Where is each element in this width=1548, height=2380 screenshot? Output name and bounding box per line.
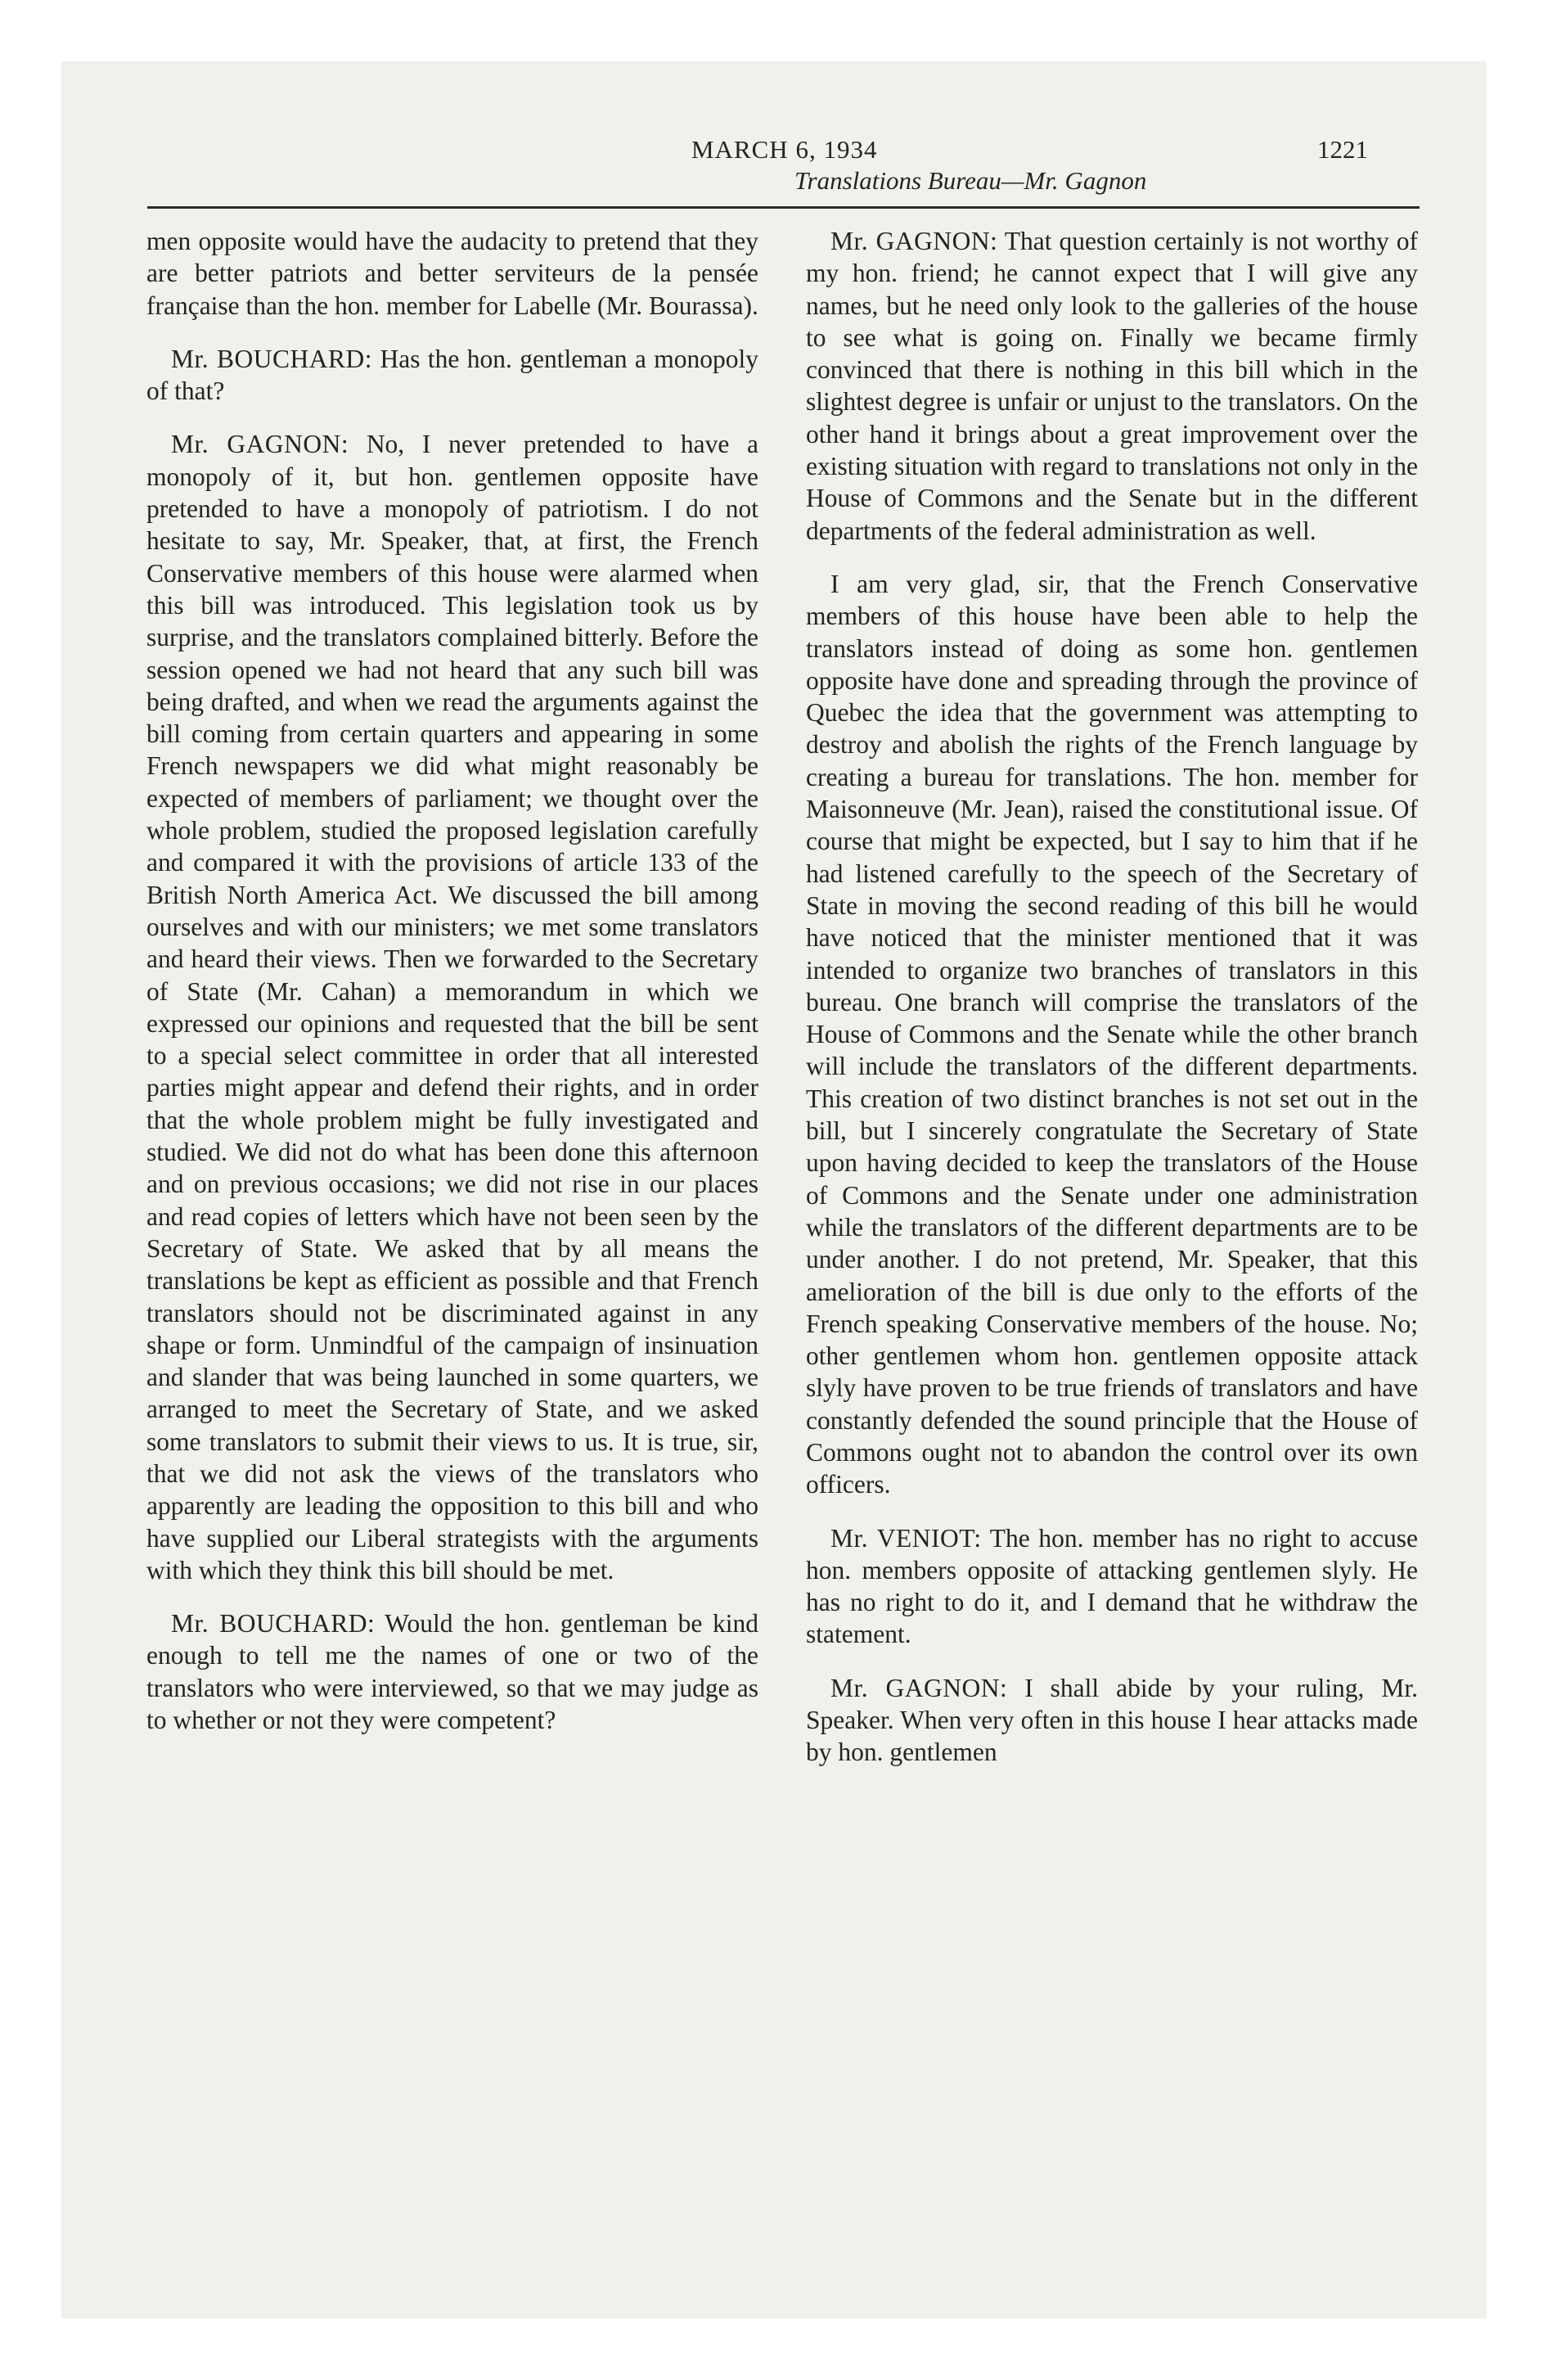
paragraph-veniot-objection	[806, 1522, 1418, 1651]
header-subtitle: Translations Bureau—Mr. Gagnon	[794, 166, 1147, 195]
speaker-name: Mr. GAGNON:	[830, 227, 998, 255]
paragraph-bouchard-request	[146, 1607, 758, 1736]
page	[61, 61, 1487, 2319]
speaker-name: Mr. VENIOT:	[830, 1523, 982, 1553]
paragraph-text: Would the hon. gentleman be kind enough to tell me the names of one or two of the translators who were interviewed, so that we may judge as to whether or not they were competent?	[146, 1609, 758, 1735]
left-column	[146, 225, 758, 2230]
paragraph-text: Has the hon. gentleman a monopoly of that?	[146, 344, 758, 406]
paragraph-gagnon-ruling	[806, 1672, 1418, 1769]
paragraph-text: No, I never pretended to have a monopoly of it, but hon. gentlemen opposite have pretended to have a monopoly of patriotism. I do not hesitate to say, Mr. Speaker, that, at first, the French Conservative members of this house were alarmed when this bill was introduced. This legislation took us by surprise, and the translators complained bitterly. Before the session opened we had not heard that any such bill was being drafted, and when we read the arguments against the bill coming from certain quarters and appearing in some French newspapers we did what might reasonably be expected of members of parliament; we thought over the whole problem, studied the proposed legislation carefully and compared it with the provisions of article 133 of the British North America Act. We discussed the bill among ourselves and with our ministers; we met some translators and heard their views. Then we forwarded to the Secretary of State (Mr. Cahan) a memorandum in which we expressed our opinions and requested that the bill be sent to a special select committee in order that all interested parties might appear and defend their rights, and in order that the whole problem might be fully investigated and studied. We did not do what has been done this afternoon and on previous occasions; we did not rise in our places and read copies of letters which have not been seen by the Secretary of State. We asked that by all means the translations be kept as efficient as possible and that French translators should not be discriminated against in any shape or form. Unmindful of the campaign of insinuation and slander that was being launched in some quarters, we arranged to meet the Secretary of State, and we asked some translators to submit their views to us. It is true, sir, that we did not ask the views of the translators who apparently are leading the opposition to this bill and who have supplied our Liberal strategists with the arguments with which they think this bill should be met.	[146, 430, 758, 1584]
header-page-number: 1221	[1317, 135, 1368, 164]
paragraph-continuation	[146, 225, 758, 322]
header-date: MARCH 6, 1934	[691, 135, 878, 164]
right-column	[806, 225, 1418, 2230]
paragraph-text: men opposite would have the audacity to pretend that they are better patriots and better serviteurs de la pensée française than the hon. member for Labelle (Mr. Bourassa).	[146, 227, 758, 320]
paragraph-gagnon-answer	[806, 225, 1418, 547]
header-rule	[147, 206, 1420, 209]
paragraph-text: The hon. member has no right to accuse hon. members opposite of attacking gentlemen slyly. He has no right to do it, and I demand that he withdraw the statement.	[806, 1523, 1418, 1649]
speaker-name: Mr. BOUCHARD:	[171, 344, 373, 373]
paragraph-gagnon-reply	[146, 428, 758, 1586]
paragraph-text: I am very glad, sir, that the French Conservative members of this house have been able to help the translators instead of doing as some hon. gentlemen opposite have done and spreading through the province of Quebec the idea that the government was attempting to destroy and abolish the rights of the French language by creating a bureau for translations. The hon. member for Maisonneuve (Mr. Jean), raised the constitutional issue. Of course that might be expected, but I say to him that if he had listened carefully to the speech of the Secretary of State in moving the second reading of this bill he would have noticed that the minister mentioned that it was intended to organize two branches of translators in this bureau. One branch will comprise the translators of the House of Commons and the Senate while the other branch will include the translators of the different departments. This creation of two distinct branches is not set out in the bill, but I sincerely congratulate the Secretary of State upon having decided to keep the translators of the House of Commons and the Senate under one administration while the translators of the different departments are to be under another. I do not pretend, Mr. Speaker, that this amelioration of the bill is due only to the efforts of the French speaking Conservative members of the house. No; other gentlemen whom hon. gentlemen opposite attack slyly have proven to be true friends of translators and have constantly defended the sound principle that the House of Commons ought not to abandon the control over its own officers.	[806, 569, 1418, 1499]
speaker-name: Mr. GAGNON:	[830, 1673, 1008, 1702]
paragraph-gagnon-continued	[806, 568, 1418, 1501]
speaker-name: Mr. GAGNON:	[171, 430, 349, 459]
speaker-name: Mr. BOUCHARD:	[171, 1609, 376, 1639]
paragraph-text: I shall abide by your ruling, Mr. Speaker. When very often in this house I hear attacks made by hon. gentlemen	[806, 1673, 1418, 1767]
page-header	[61, 61, 1487, 209]
paragraph-bouchard-question	[146, 343, 758, 408]
paragraph-text: That question certainly is not worthy of my hon. friend; he cannot expect that I will give any names, but he need only look to the galleries of the house to see what is going on. Finally we became firmly convinced that there is nothing in this bill which in the slightest degree is unfair or unjust to the translators. On the other hand it brings about a great improvement over the existing situation with regard to translations not only in the House of Commons and the Senate but in the different departments of the federal administration as well.	[806, 227, 1418, 545]
